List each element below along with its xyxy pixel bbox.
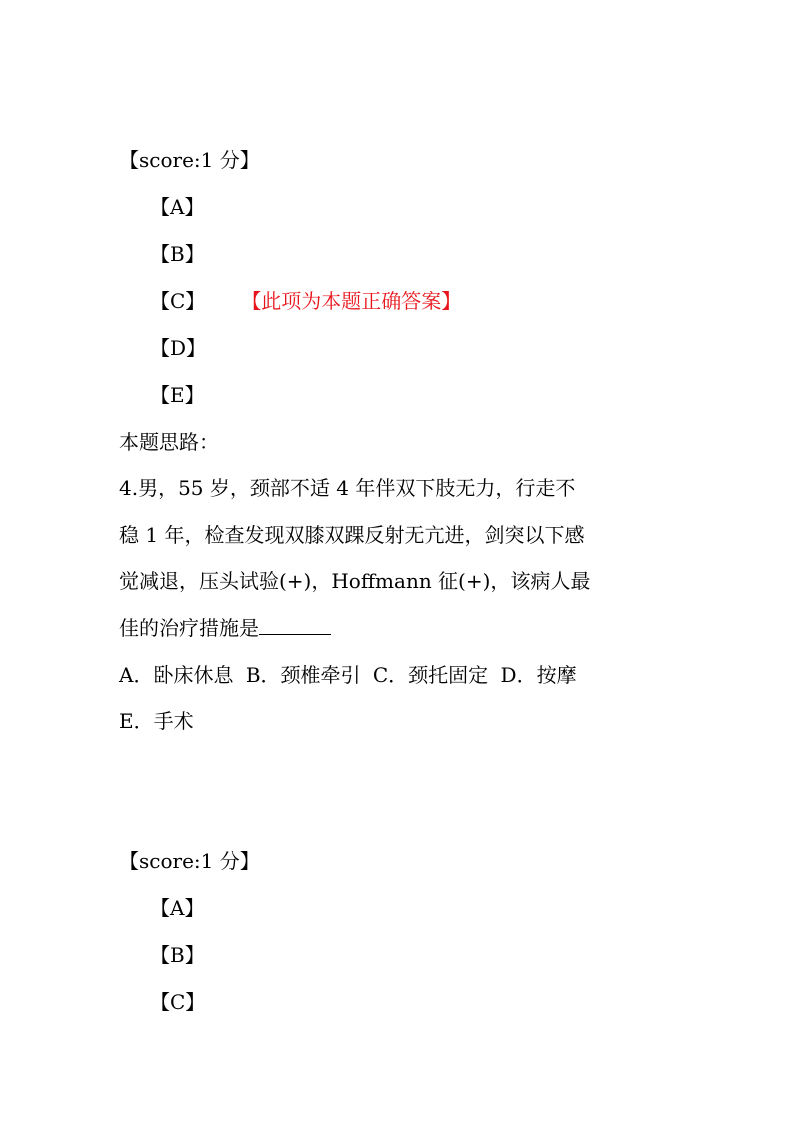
choice-d: D．按摩 xyxy=(500,663,577,687)
option-c-2: 【C】 xyxy=(150,990,206,1014)
question-4-line-4 xyxy=(119,614,331,642)
option-c-1-label: 【C】 xyxy=(150,289,206,313)
choice-c: C．颈托固定 xyxy=(372,663,489,687)
choice-e: E．手术 xyxy=(119,709,194,733)
option-a-2: 【A】 xyxy=(150,896,205,920)
option-e-1: 【E】 xyxy=(150,383,205,407)
question-4-line-3: 觉减退，压头试验(+)，Hoffmann 征(+)，该病人最 xyxy=(119,569,591,593)
choice-b: B．颈椎牵引 xyxy=(245,663,361,687)
option-b-2: 【B】 xyxy=(150,943,205,967)
question-4-line-2: 稳 1 年，检查发现双膝双踝反射无亢进，剑突以下感 xyxy=(119,523,585,547)
question-4-line-1: 4.男，55 岁，颈部不适 4 年伴双下肢无力，行走不 xyxy=(119,476,576,500)
score-label-2: 【score:1 分】 xyxy=(119,849,260,873)
option-a-1: 【A】 xyxy=(150,195,205,219)
option-d-1: 【D】 xyxy=(150,336,207,360)
question-4-stem-end: 佳的治疗措施是 xyxy=(119,616,259,640)
option-c-1 xyxy=(150,287,461,315)
answer-blank xyxy=(259,614,331,635)
question-4-choices xyxy=(119,661,583,689)
option-b-1: 【B】 xyxy=(150,242,205,266)
score-label-1: 【score:1 分】 xyxy=(119,148,260,172)
correct-answer-marker: 【此项为本题正确答案】 xyxy=(251,289,462,313)
choice-a: A．卧床休息 xyxy=(119,663,234,687)
analysis-label: 本题思路： xyxy=(119,430,219,454)
